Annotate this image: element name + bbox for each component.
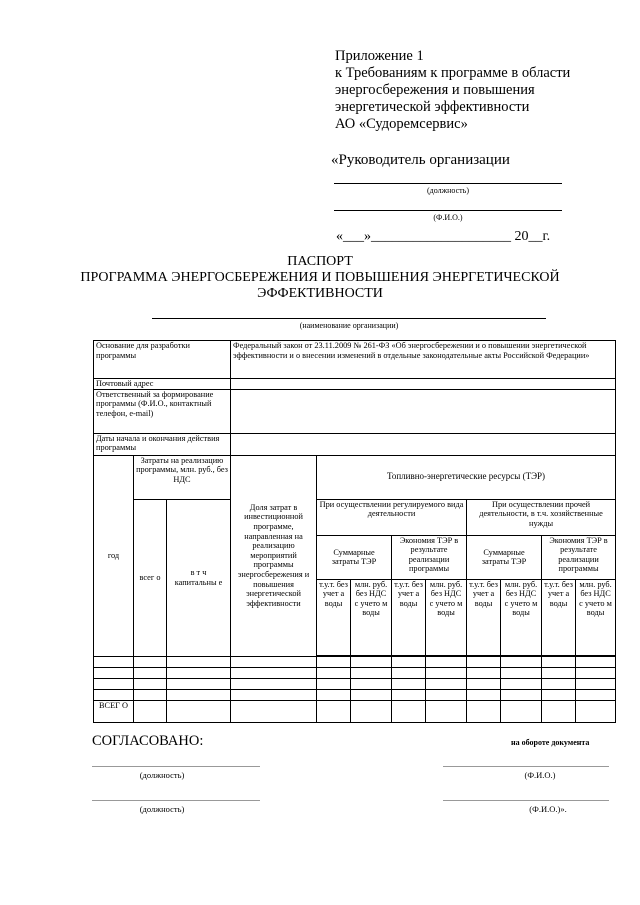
- appendix-line: АО «Судоремсервис»: [335, 116, 468, 132]
- table-total-row: [94, 700, 616, 722]
- position-caption: (должность): [427, 186, 469, 195]
- share-header: Доля затрат в инвестиционной программе, направленная на реализацию мероприятий программы энергосбережения и повышения энергетической эффективности: [231, 455, 317, 656]
- economy-header: Экономия ТЭР в результате реализации программы: [542, 535, 616, 579]
- info-label: Почтовый адрес: [94, 379, 231, 390]
- appendix-block: [335, 48, 570, 133]
- info-label: Ответственный за формирование программы (Ф.И.О., контактный телефон, e-mail): [94, 389, 231, 433]
- agreed-label: СОГЛАСОВАНО:: [92, 733, 204, 749]
- passport-subtitle: ЭФФЕКТИВНОСТИ: [257, 286, 383, 301]
- appendix-line: энергосбережения и повышения: [335, 82, 535, 98]
- approval-title: «Руководитель организации: [331, 152, 510, 168]
- capital-header: в т ч капитальны е: [167, 499, 231, 656]
- costs-header: Затраты на реализацию программы, млн. руб., без НДС: [134, 455, 231, 499]
- total-header: всег о: [134, 499, 167, 656]
- org-caption: (наименование организации): [299, 321, 399, 330]
- table-header-row: [94, 455, 616, 499]
- unit-header: т.у.т. без учет а воды: [317, 579, 351, 655]
- appendix-line: Приложение 1: [335, 48, 424, 64]
- position-caption: (должность): [139, 804, 185, 814]
- table-row: [94, 689, 616, 700]
- unit-header: т.у.т. без учет а воды: [392, 579, 426, 655]
- back-note: на обороте документа: [511, 738, 590, 747]
- fuel-header: Топливно-энергетические ресурсы (ТЭР): [317, 455, 616, 499]
- unit-header: млн. руб. без НДС с учето м воды: [501, 579, 542, 655]
- table-row: [94, 656, 616, 667]
- table-row: [94, 667, 616, 678]
- table-row: [94, 379, 616, 390]
- regulated-header: При осуществлении регулируемого вида деятельности: [317, 499, 467, 535]
- name-line: [334, 210, 562, 211]
- total-row-label: ВСЕГ О: [94, 700, 134, 722]
- other-header: При осуществлении прочей деятельности, в т.ч. хозяйственные нужды: [467, 499, 616, 535]
- name-caption: (Ф.И.О.)».: [529, 804, 567, 814]
- info-label: Основание для разработки программы: [94, 341, 231, 379]
- info-value: [231, 379, 616, 390]
- appendix-line: к Требованиям к программе в области: [335, 65, 571, 81]
- sign-line: [443, 800, 609, 801]
- economy-header: Экономия ТЭР в результате реализации программы: [392, 535, 467, 579]
- sum-cost-header: Суммарные затраты ТЭР: [317, 535, 392, 579]
- unit-header: млн. руб. без НДС с учето м воды: [576, 579, 616, 655]
- info-label: Даты начала и окончания действия программы: [94, 433, 231, 455]
- info-value: [231, 433, 616, 455]
- date-line: «___»____________________ 20__г.: [336, 229, 551, 244]
- unit-header: т.у.т. без учет а воды: [467, 579, 501, 655]
- passport-title: ПАСПОРТ: [287, 254, 353, 269]
- name-caption: (Ф.И.О.): [433, 213, 463, 222]
- unit-header: млн. руб. без НДС с учето м воды: [351, 579, 392, 655]
- position-line: [334, 183, 562, 184]
- table-row: [94, 341, 616, 379]
- table-row: [94, 433, 616, 455]
- table-row: [94, 389, 616, 433]
- passport-subtitle: ПРОГРАММА ЭНЕРГОСБЕРЕЖЕНИЯ И ПОВЫШЕНИЯ ЭНЕРГЕТИЧЕСКОЙ: [80, 270, 560, 285]
- sign-line: [92, 766, 260, 767]
- position-caption: (должность): [139, 770, 185, 780]
- table-header-row: [94, 499, 616, 535]
- org-line: [152, 318, 546, 319]
- sum-cost-header: Суммарные затраты ТЭР: [467, 535, 542, 579]
- passport-table: [93, 340, 616, 723]
- appendix-line: энергетической эффективности: [335, 99, 530, 115]
- unit-header: т.у.т. без учет а воды: [542, 579, 576, 655]
- sign-line: [443, 766, 609, 767]
- info-value: Федеральный закон от 23.11.2009 № 261-ФЗ «Об энергосбережении и о повышении энергетической эффективности и о внесении изменений в отдельные законодательные акты Российской Федерации»: [231, 341, 616, 379]
- year-header: год: [94, 455, 134, 656]
- sign-line: [92, 800, 260, 801]
- name-caption: (Ф.И.О.): [524, 770, 556, 780]
- table-row: [94, 678, 616, 689]
- info-value: [231, 389, 616, 433]
- unit-header: млн. руб. без НДС с учето м воды: [426, 579, 467, 655]
